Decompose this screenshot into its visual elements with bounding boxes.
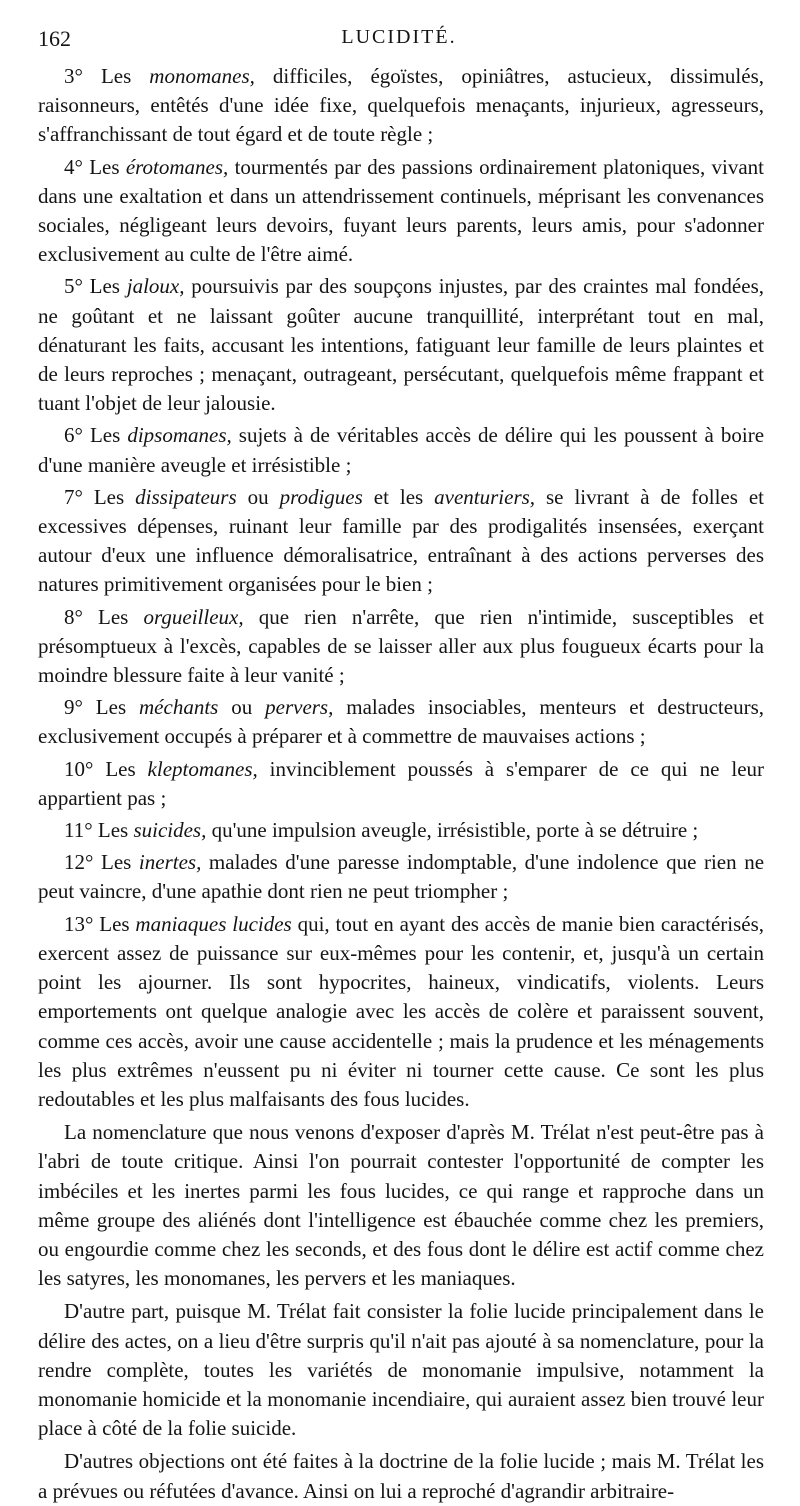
list-item: 9° Les méchants ou pervers, malades insociables, menteurs et destructeurs, exclusivement occupés à préparer et à commettre de mauvaises actions ;	[38, 695, 765, 749]
list-item: 6° Les dipsomanes, sujets à de véritables accès de délire qui les poussent à boire d'une manière aveugle et irrésistible ;	[38, 423, 765, 477]
list-item: 3° Les monomanes, difficiles, égoïstes, opiniâtres, astucieux, dissimulés, raisonneurs, entêtés d'une idée fixe, quelquefois menaçants, injurieux, agresseurs, s'affranchissant de tout égard et de toute règle ;	[38, 64, 764, 147]
list-item: 11° Les suicides, qu'une impulsion aveugle, irrésistible, porte à se détruire ;	[64, 818, 699, 843]
list-item: 12° Les inertes, malades d'une paresse indomptable, d'une indolence que rien ne peut vaincre, d'une apathie dont rien ne peut triompher ;	[38, 850, 765, 904]
body-paragraph: D'autres objections ont été faites à la doctrine de la folie lucide ; mais M. Trélat les a prévues ou réfutées d'avance. Ainsi on lui a reproché d'agrandir arbitraire-	[38, 1449, 764, 1503]
body-paragraph: D'autre part, puisque M. Trélat fait consister la folie lucide principalement dans le délire des actes, on a lieu d'être surpris qu'il n'ait pas ajouté à sa nomenclature, pour la rendre complète, toutes les variétés de monomanie impulsive, notamment la monomanie homicide et la monomanie incendiaire, qui auraient assez bien trouvé leur place à côté de la folie suicide.	[38, 1299, 764, 1441]
list-item: 4° Les érotomanes, tourmentés par des passions ordinairement platoniques, vivant dans une exaltation et dans un attendrissement continuels, méprisant les convenances sociales, négligeant leurs devoirs, fuyant leurs parents, leurs amis, pour s'adonner exclusivement au culte de l'être aimé.	[38, 154, 764, 267]
page-number: 162	[38, 26, 71, 51]
list-item: 8° Les orgueilleux, que rien n'arrête, que rien n'intimide, susceptibles et présomptueux à l'excès, capables de se laisser aller aux plus fougueux écarts pour la moindre blessure faite à leur vanité ;	[38, 604, 765, 688]
list-item: 7° Les dissipateurs ou prodigues et les aventuriers, se livrant à de folles et excessives dépenses, ruinant leur famille par des prodigalités insensées, exerçant autour d'eux une influence démoralisatrice, entraînant à des actions perverses des natures primitivement organisées pour le bien ;	[38, 484, 765, 597]
running-title: LUCIDITÉ.	[341, 26, 457, 48]
page-header	[38, 26, 760, 56]
page-body	[38, 62, 764, 1506]
list-item: 10° Les kleptomanes, invinciblement poussés à s'emparer de ce qui ne leur appartient pas ;	[38, 756, 765, 810]
body-paragraph: La nomenclature que nous venons d'exposer d'après M. Trélat n'est peut-être pas à l'abri de toute critique. Ainsi l'on pourrait contester l'opportunité de compter les imbéciles et les inertes parmi les fous lucides, ce qui range et rapproche dans un même groupe des aliénés dont l'intelligence est ébauchée comme chez les premiers, ou engourdie comme chez les seconds, et des fous dont le délire est actif comme chez les satyres, les monomanes, les pervers et les maniaques.	[38, 1120, 764, 1291]
list-item: 5° Les jaloux, poursuivis par des soupçons injustes, par des craintes mal fondées, ne goûtant et ne laissant goûter aucune tranquillité, interprétant tout en mal, dénaturant les faits, accusant les intentions, fatiguant leur famille de leurs plaintes et de leurs reproches ; menaçant, outrageant, persécutant, quelquefois même frappant et tuant l'objet de leur jalousie.	[38, 274, 764, 416]
list-item: 13° Les maniaques lucides qui, tout en ayant des accès de manie bien caractérisés, exercent assez de puissance sur eux-mêmes pour les contenir, et, jusqu'à un certain point les ajourner. Ils sont hypocrites, haineux, vindicatifs, violents. Leurs emportements ont quelque analogie avec les accès de colère et paraissent souvent, comme ces accès, avoir une cause accidentelle ; mais la prudence et les ménagements les plus extrêmes n'eussent pu ni éviter ni tourner cette cause. Ce sont les plus redoutables et les plus malfaisants des fous lucides.	[38, 911, 765, 1111]
